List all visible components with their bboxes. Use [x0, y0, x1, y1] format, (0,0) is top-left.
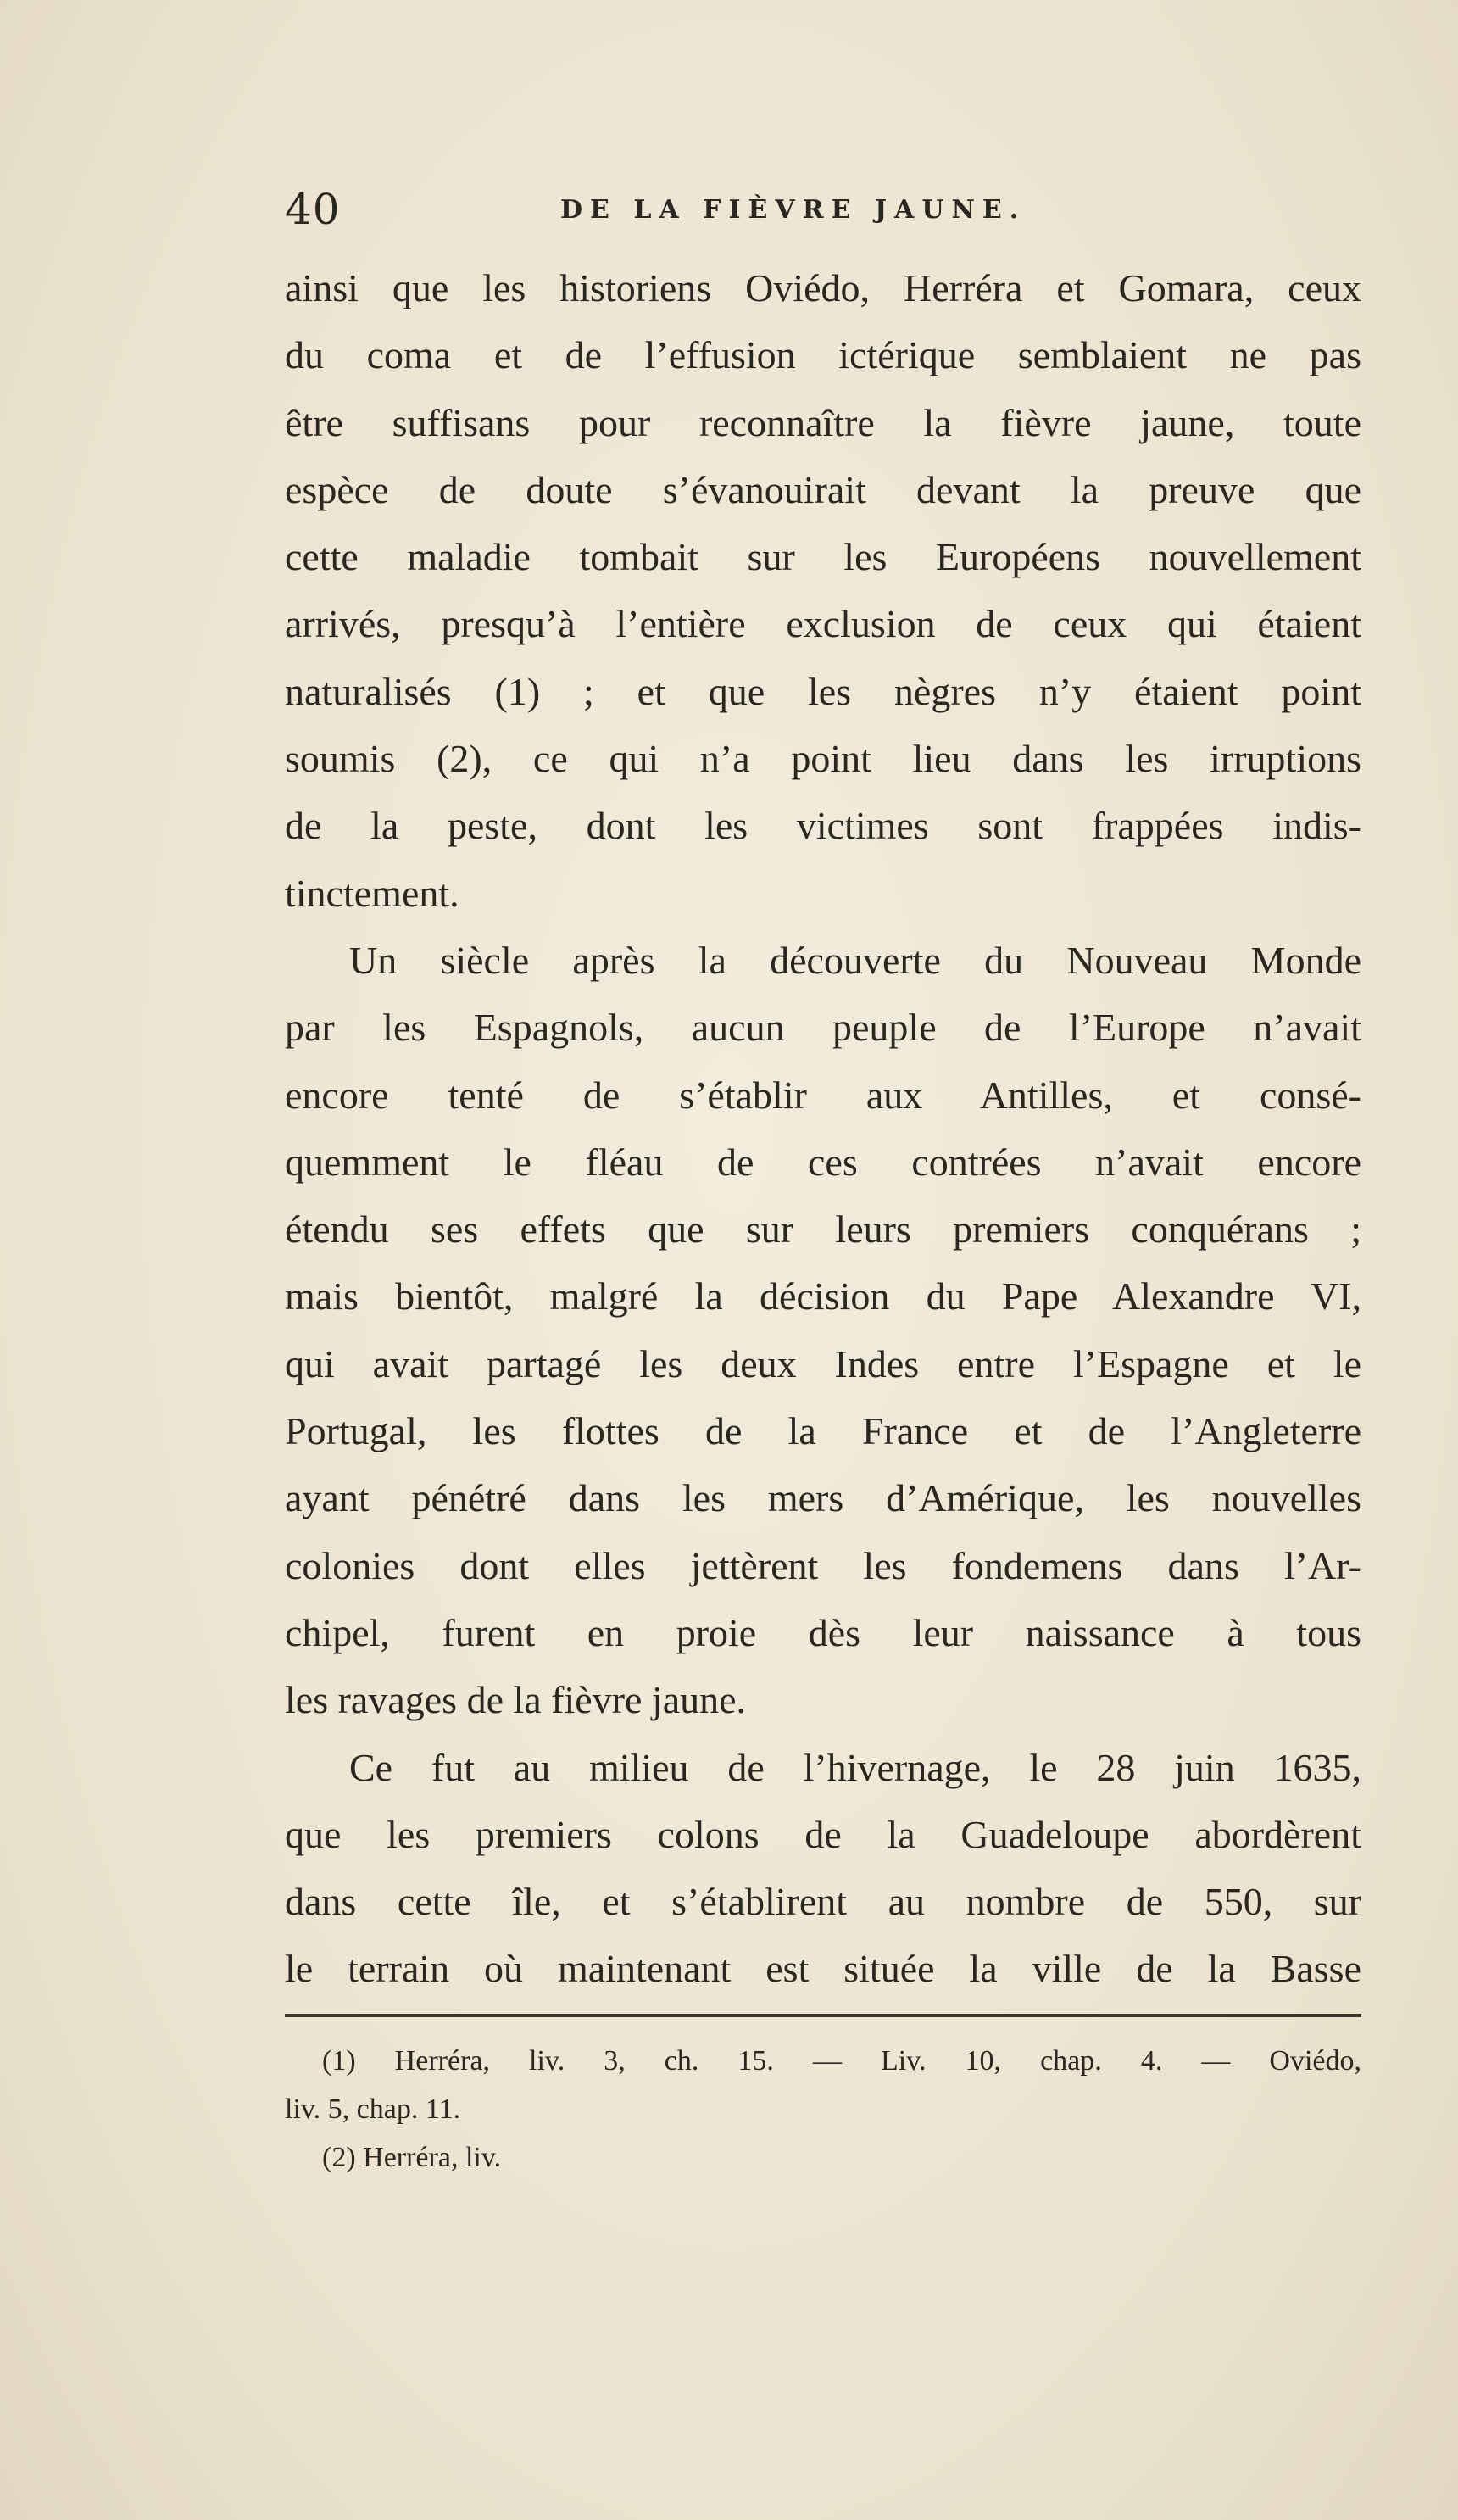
running-head: DE LA FIÈVRE JAUNE. [560, 195, 1027, 225]
text-line: colonies dont elles jettèrent les fondemens dans l’Ar- [285, 1543, 1361, 1587]
text-line: les ravages de la fièvre jaune. [285, 1678, 747, 1722]
text-line: le terrain où maintenant est située la ville de la Basse [285, 1947, 1361, 1991]
text-line: ainsi que les historiens Oviédo, Herréra et Gomara, ceux [285, 266, 1361, 309]
text-line: arrivés, presqu’à l’entière exclusion de ceux qui étaient [285, 602, 1361, 646]
footnote-line: (2) Herréra, liv. [322, 2142, 502, 2173]
text-line: ayant pénétré dans les mers d’Amérique, les nouvelles [285, 1476, 1361, 1520]
footnote-rule [285, 2014, 1361, 2017]
body-text [285, 254, 1361, 2003]
text-line: que les premiers colons de la Guadeloupe abordèrent [285, 1812, 1361, 1856]
text-line: être suffisans pour reconnaître la fièvre jaune, toute [285, 400, 1361, 444]
footnote-line: liv. 5, chap. 11. [285, 2093, 461, 2125]
text-line: mais bientôt, malgré la décision du Pape Alexandre VI, [285, 1274, 1361, 1319]
text-line: par les Espagnols, aucun peuple de l’Europe n’avait [285, 1006, 1361, 1050]
footnotes [285, 2037, 1361, 2182]
text-line: tinctement. [285, 871, 459, 915]
text-line: Ce fut au milieu de l’hivernage, le 28 juin 1635, [349, 1745, 1361, 1789]
text-line: dans cette île, et s’établirent au nombre de 550, sur [285, 1880, 1361, 1924]
text-line: de la peste, dont les victimes sont frappées indis- [285, 804, 1361, 848]
text-line: étendu ses effets que sur leurs premiers conquérans ; [285, 1207, 1361, 1252]
text-line: du coma et de l’effusion ictérique semblaient ne pas [285, 333, 1361, 377]
text-line: chipel, furent en proie dès leur naissance à tous [285, 1610, 1361, 1654]
text-line: qui avait partagé les deux Indes entre l’Espagne et le [285, 1341, 1361, 1385]
text-line: Un siècle après la découverte du Nouveau Monde [349, 938, 1361, 982]
text-line: quemment le fléau de ces contrées n’avait encore [285, 1140, 1361, 1184]
page-number: 40 [285, 185, 341, 234]
page-header [285, 185, 1378, 236]
text-line: soumis (2), ce qui n’a point lieu dans les irruptions [285, 737, 1361, 781]
text-line: Portugal, les flottes de la France et de l’Angleterre [285, 1409, 1361, 1453]
footnote-line: (1) Herréra, liv. 3, ch. 15. — Liv. 10, chap. 4. — Oviédo, [322, 2045, 1361, 2077]
text-line: naturalisés (1) ; et que les nègres n’y étaient point [285, 669, 1361, 713]
text-line: espèce de doute s’évanouirait devant la preuve que [285, 467, 1361, 511]
text-line: cette maladie tombait sur les Européens nouvellement [285, 535, 1361, 579]
text-line: encore tenté de s’établir aux Antilles, et consé- [285, 1073, 1361, 1117]
